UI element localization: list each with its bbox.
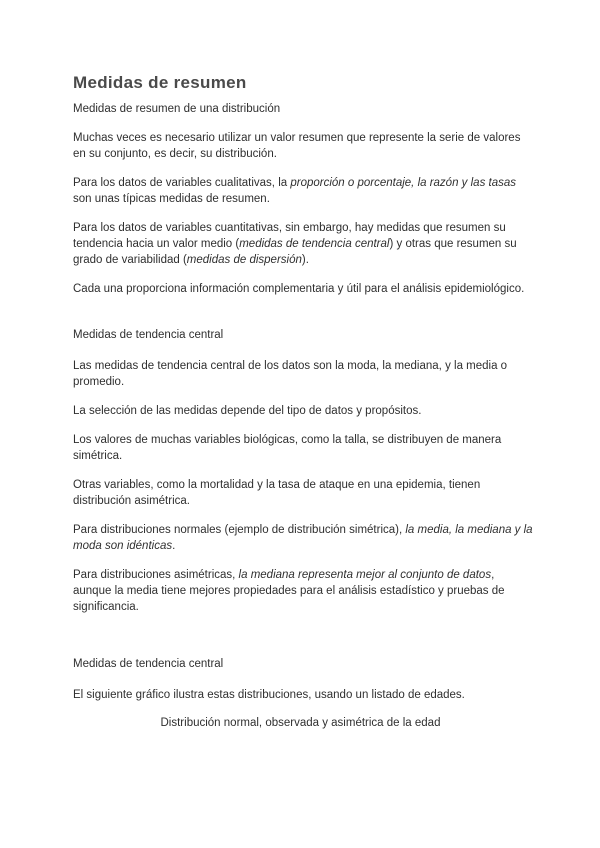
- intro-p3-emphasis-central: medidas de tendencia central: [239, 238, 390, 250]
- section1-paragraph-3: Los valores de muchas variables biológicas, como la talla, se distribuyen de manera simétrica.: [73, 434, 502, 462]
- intro-paragraph-1: Muchas veces es necesario utilizar un valor resumen que represente la serie de valores en su conjunto, es decir, su distribución.: [73, 132, 521, 160]
- section1-paragraph-1: Las medidas de tendencia central de los datos son la moda, la mediana, y la media o promedio.: [73, 360, 508, 388]
- page-title: Medidas de resumen: [73, 73, 247, 92]
- section1-paragraph-6: [73, 567, 533, 615]
- section-heading-central-tendency-2: Medidas de tendencia central: [73, 658, 224, 670]
- section2-paragraph-1: El siguiente gráfico ilustra estas distribuciones, usando un listado de edades.: [73, 689, 465, 701]
- section1-p5-text-c: .: [172, 540, 176, 552]
- section1-p6-text-a: Para distribuciones asimétricas,: [73, 569, 239, 581]
- intro-p3-emphasis-dispersion: medidas de dispersión: [186, 254, 302, 266]
- section-spacer: [73, 310, 533, 328]
- section1-paragraph-2: La selección de las medidas depende del tipo de datos y propósitos.: [73, 405, 422, 417]
- intro-p3-text-e: ).: [301, 254, 309, 266]
- document-page: [73, 72, 533, 731]
- section1-p6-text-c: , aunque la media tiene mejores propiedades para el análisis estadístico y pruebas de significancia.: [73, 569, 505, 613]
- intro-paragraph-4: Cada una proporciona información complementaria y útil para el análisis epidemiológico.: [73, 283, 525, 295]
- section1-p6-emphasis: la mediana representa mejor al conjunto de datos: [238, 569, 492, 581]
- section-heading-central-tendency: Medidas de tendencia central: [73, 329, 224, 341]
- intro-p2-text-a: Para los datos de variables cualitativas, la: [73, 177, 291, 189]
- intro-p3-text-c: ) y otras que resumen su grado de variabilidad (: [73, 238, 517, 266]
- intro-p2-text-c: son unas típicas medidas de resumen.: [73, 193, 270, 205]
- intro-paragraph-2: [73, 175, 533, 207]
- section1-p5-emphasis: la media, la mediana y la moda son idénticas: [73, 524, 533, 552]
- figure-caption: Distribución normal, observada y asimétrica de la edad: [160, 717, 441, 729]
- intro-paragraph-3: [73, 220, 533, 268]
- section1-paragraph-4: Otras variables, como la mortalidad y la tasa de ataque en una epidemia, tienen distribución asimétrica.: [73, 479, 481, 507]
- section1-p5-text-a: Para distribuciones normales (ejemplo de distribución simétrica),: [73, 524, 406, 536]
- intro-p2-emphasis: proporción o porcentaje, la razón y las tasas: [290, 177, 516, 189]
- intro-p3-text-a: Para los datos de variables cuantitativas, sin embargo, hay medidas que resumen su tendencia hacia un valor medio (: [73, 222, 506, 250]
- section-spacer-2: [73, 628, 533, 657]
- section1-paragraph-5: [73, 522, 533, 554]
- page-subtitle: Medidas de resumen de una distribución: [73, 103, 281, 115]
